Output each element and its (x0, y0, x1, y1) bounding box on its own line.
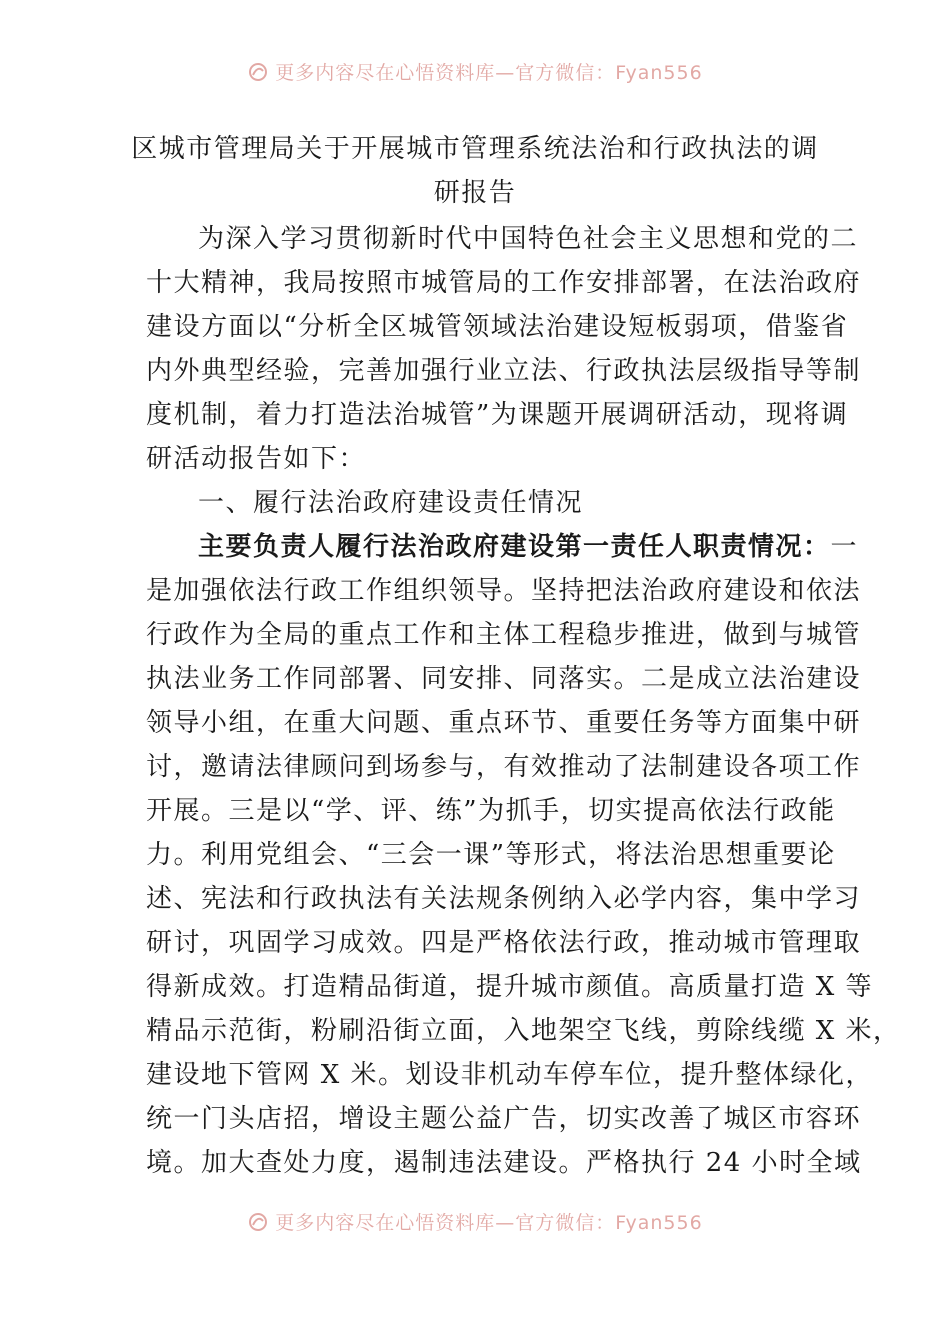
para1-line: 述、宪法和行政执法有关法规条例纳入必学内容，集中学习 (146, 884, 862, 914)
para1-line: 得新成效。打造精品街道，提升城市颜值。高质量打造 X 等 (146, 972, 874, 1002)
para1-line: 建设地下管网 X 米。划设非机动车停车位，提升整体绿化， (146, 1060, 874, 1090)
intro-line: 十大精神，我局按照市城管局的工作安排部署，在法治政府 (146, 268, 862, 298)
para1-line: 行政作为全局的重点工作和主体工程稳步推进，做到与城管 (146, 620, 862, 650)
intro-line: 度机制，着力打造法治城管”为课题开展调研活动，现将调 (146, 400, 849, 430)
para1-first-tail: 一 (830, 532, 859, 562)
doc-title-line-2: 研报告 (433, 178, 517, 208)
section-heading: 一、履行法治政府建设责任情况 (198, 488, 584, 518)
para1-line: 境。加大查处力度，遏制违法建设。严格执行 24 小时全域 (146, 1148, 862, 1178)
intro-line: 建设方面以“分析全区城管领域法治建设短板弱项，借鉴省 (146, 312, 849, 342)
intro-line: 研活动报告如下： (146, 444, 367, 474)
para1-line: 执法业务工作同部署、同安排、同落实。二是成立法治建设 (146, 664, 862, 694)
intro-line: 内外典型经验，完善加强行业立法、行政执法层级指导等制 (146, 356, 862, 386)
intro-line: 为深入学习贯彻新时代中国特色社会主义思想和党的二 (198, 224, 859, 254)
watermark-top-text: 更多内容尽在心悟资料库—官方微信：Fyan556 (275, 62, 703, 84)
para1-line: 统一门头店招，增设主题公益广告，切实改善了城区市容环 (146, 1104, 862, 1134)
doc-title-line-1: 区城市管理局关于开展城市管理系统法治和行政执法的调 (131, 134, 819, 164)
para1-line: 力。利用党组会、“三会一课”等形式，将法治思想重要论 (146, 840, 836, 870)
brand-logo-icon (247, 1211, 269, 1233)
para1-bold-lead: 主要负责人履行法治政府建设第一责任人职责情况： (198, 532, 831, 562)
para1-line: 研讨，巩固学习成效。四是严格依法行政，推动城市管理取 (146, 928, 862, 958)
para1-line: 开展。三是以“学、评、练”为抓手，切实提高依法行政能 (146, 796, 836, 826)
para1-line: 领导小组，在重大问题、重点环节、重要任务等方面集中研 (146, 708, 862, 738)
para1-line: 是加强依法行政工作组织领导。坚持把法治政府建设和依法 (146, 576, 862, 606)
para1-line: 讨，邀请法律顾问到场参与，有效推动了法制建设各项工作 (146, 752, 862, 782)
para1-first-line (198, 526, 859, 563)
watermark-top (0, 58, 950, 85)
para1-line: 精品示范街，粉刷沿街立面，入地架空飞线，剪除线缆 X 米， (146, 1016, 901, 1046)
brand-logo-icon (247, 61, 269, 83)
watermark-bottom-text: 更多内容尽在心悟资料库—官方微信：Fyan556 (275, 1212, 703, 1234)
watermark-bottom (0, 1208, 950, 1235)
